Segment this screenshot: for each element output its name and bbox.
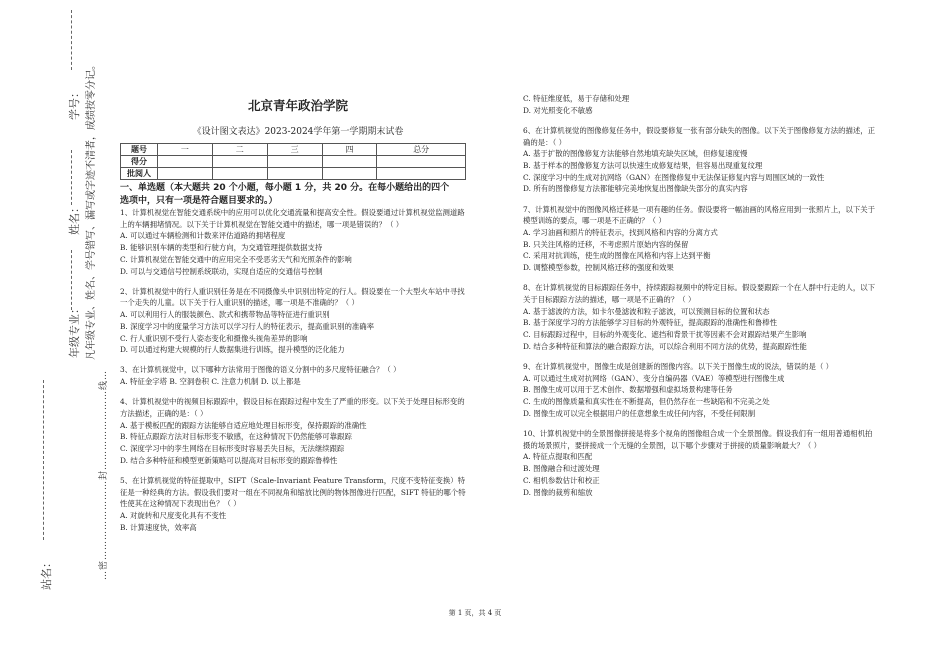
question-option: B. 图像生成可以用于艺术创作、数据增强和虚拟场景构建等任务 bbox=[523, 385, 733, 395]
question-stem: 8、在计算机视觉的目标跟踪任务中，持续跟踪视频中的特定目标。假设要跟踪一个在人群中行走的人，以下关于目标跟踪方法的描述，哪一项是不正确的？（ ） bbox=[523, 283, 876, 305]
question-option: C. 相机参数估计和校正 bbox=[523, 475, 600, 485]
question-option: D. 可以通过构建大规模的行人数据集进行训练，提升模型的泛化能力 bbox=[120, 345, 345, 355]
score-row bbox=[121, 156, 466, 168]
question-option: C. 生成的图像质量和真实性在不断提高，但仍然存在一些缺陷和不完美之处 bbox=[523, 397, 770, 407]
question-option: C. 目标跟踪过程中，目标的外观变化、遮挡和背景干扰等因素不会对跟踪结果产生影响 bbox=[523, 330, 807, 340]
warning-text: 凡年级专业、姓名、学号错写、漏写或字迹不清者，成绩按零分记。 bbox=[86, 60, 97, 360]
question-option: B. 深度学习中的度量学习方法可以学习行人的特征表示，提高重识别的准确率 bbox=[120, 321, 375, 331]
question-option: D. 结合多种特征和算法的融合跟踪方法，可以综合利用不同方法的优势，提高跟踪性能 bbox=[523, 341, 807, 351]
score-row-label: 得分 bbox=[121, 156, 158, 168]
question-option: B. 只关注风格的迁移，不考虑照片原始内容的保留 bbox=[523, 239, 689, 249]
question-option: D. 所有的图像修复方法都能够完美地恢复出图像缺失部分的真实内容 bbox=[523, 184, 748, 194]
score-cell bbox=[267, 156, 322, 168]
question-stem: 7、计算机视觉中的图像风格迁移是一项有趣的任务。假设要将一幅油画的风格应用到一张照片上，以下关于模型训练的要点，哪一项是不正确的？（ ） bbox=[523, 204, 876, 226]
question-item bbox=[523, 282, 877, 352]
question-option: A. 基于滤波的方法，如卡尔曼滤波和粒子滤波，可以预测目标的位置和状态 bbox=[523, 306, 770, 316]
question-option: A. 基于扩散的图像修复方法能够自然地填充缺失区域，但修复速度慢 bbox=[523, 149, 748, 159]
question-option: A. 可以通过生成对抗网络（GAN）、变分自编码器（VAE）等模型进行图像生成 bbox=[523, 373, 785, 383]
class-line bbox=[71, 250, 72, 310]
question-stem: 3、在计算机视觉中，以下哪种方法常用于图像的语义分割中的多尺度特征融合？（ ） bbox=[120, 365, 401, 375]
question-option: A. 可以利用行人的服装颜色、款式和携带物品等特征进行重识别 bbox=[120, 310, 330, 320]
section-heading-line: 一、单选题（本大题共 20 个小题，每小题 1 分，共 20 分。在每小题给出的四个 bbox=[120, 183, 450, 193]
question-option: D. 图像生成可以完全根据用户的任意想象生成任何内容，不受任何限制 bbox=[523, 408, 756, 418]
score-cell bbox=[158, 156, 213, 168]
question-option: C. 特征维度低，易于存储和处理 bbox=[523, 94, 630, 103]
class-label: 年级专业： bbox=[68, 303, 81, 358]
question-item bbox=[120, 286, 472, 356]
score-cell bbox=[377, 156, 466, 168]
question-stem: 6、在计算机视觉的图像修复任务中，假设要修复一张有部分缺失的图像。以下关于图像修复方法的描述，正确的是：（ ） bbox=[523, 125, 876, 147]
grader-cell bbox=[267, 168, 322, 180]
school-label: 站名： bbox=[40, 557, 53, 590]
school-title: 北京青年政治学院 bbox=[247, 98, 348, 113]
grader-cell bbox=[322, 168, 377, 180]
question-item bbox=[523, 125, 877, 195]
question-option: D. 结合多种特征和模型更新策略可以提高对目标形变的跟踪鲁棒性 bbox=[120, 455, 338, 465]
question-option: A. 特征金字塔 B. 空洞卷积 C. 注意力机制 D. 以上都是 bbox=[120, 377, 301, 387]
question-option: D. 调整模型参数，控制风格迁移的强度和效果 bbox=[523, 263, 674, 273]
grader-cell bbox=[158, 168, 213, 180]
score-table bbox=[120, 143, 466, 180]
score-cell bbox=[322, 156, 377, 168]
score-cell bbox=[212, 156, 267, 168]
question-item bbox=[523, 204, 877, 274]
question-option: D. 对光照变化不敏感 bbox=[523, 105, 593, 115]
student-id-label: 学号： bbox=[68, 87, 81, 120]
left-column bbox=[120, 207, 472, 542]
question-option: A. 可以通过车辆检测和计数来评估道路的拥堵程度 bbox=[120, 231, 286, 241]
question-item bbox=[120, 364, 472, 387]
question-item bbox=[120, 396, 472, 466]
score-table-header-row bbox=[121, 144, 466, 156]
question-stem: 10、计算机视觉中的全景图像拼接是将多个视角的图像组合成一个全景图像。假设我们有一组用普通相机拍摄的场景照片，要拼接成一个无缝的全景图，以下哪个步骤对于拼接的质量影响最大？（ ） bbox=[523, 429, 873, 450]
section-heading-line: 选项中，只有一项是符合题目要求的。） bbox=[120, 195, 278, 206]
question-item bbox=[523, 428, 877, 498]
question-item bbox=[523, 93, 877, 116]
grader-row bbox=[121, 168, 466, 180]
question-option: A. 基于模板匹配的跟踪方法能够自适应地处理目标形变，保持跟踪的准确性 bbox=[120, 420, 367, 430]
school-line bbox=[43, 380, 44, 540]
score-col-header: 四 bbox=[322, 144, 377, 156]
question-stem: 1、计算机视觉在智能交通系统中的应用可以优化交通流量和提高安全性。假设要通过计算机视觉监测道路上的车辆拥堵情况。以下关于计算机视觉在智能交通中的描述，哪一项是错误的？（ ） bbox=[120, 208, 465, 229]
score-col-header: 二 bbox=[212, 144, 267, 156]
grader-cell bbox=[377, 168, 466, 180]
question-option: C. 深度学习中的生成对抗网络（GAN）在图像修复中无法保证修复内容与周围区域的一致性 bbox=[523, 172, 825, 182]
question-option: C. 计算机视觉在智能交通中的应用完全不受恶劣天气和光照条件的影响 bbox=[120, 254, 352, 264]
question-stem: 2、计算机视觉中的行人重识别任务是在不同摄像头中识别出特定的行人。假设要在一个大型火车站中寻找一个走失的儿童。以下关于行人重识别的描述，哪一项是不准确的？（ ） bbox=[120, 286, 465, 308]
grader-row-label: 批阅人 bbox=[121, 168, 158, 180]
student-id-line bbox=[71, 10, 72, 70]
question-option: D. 图像的裁剪和缩放 bbox=[523, 487, 593, 497]
question-item bbox=[120, 475, 472, 534]
score-col-header: 题号 bbox=[121, 144, 158, 156]
name-line bbox=[71, 150, 72, 205]
question-option: A. 学习油画和照片的特征表示，找到风格和内容的分离方式 bbox=[523, 228, 718, 238]
question-option: C. 行人重识别不受行人姿态变化和摄像头视角差异的影响 bbox=[120, 333, 308, 343]
score-col-header: 一 bbox=[158, 144, 213, 156]
question-stem: 4、计算机视觉中的视频目标跟踪中，假设目标在跟踪过程中发生了严重的形变。以下关于处理目标形变的方法描述，正确的是：（ ） bbox=[120, 397, 465, 419]
question-stem: 5、在计算机视觉的特征提取中，SIFT（Scale-Invariant Feature Transform，尺度不变特征变换）特征是一种经典的方法。假设我们要对一组在不同视角和缩放比例的物体图像进行匹配，SIFT 特征的哪个特性使其在这种情况下表现出色？（ ） bbox=[120, 476, 466, 509]
section-heading bbox=[120, 182, 470, 207]
name-label: 姓名： bbox=[68, 202, 81, 235]
question-item bbox=[523, 361, 877, 420]
page-footer: 第 1 页，共 4 页 bbox=[448, 609, 502, 617]
question-option: A. 对旋转和尺度变化具有不变性 bbox=[120, 511, 227, 521]
question-option: B. 特征点跟踪方法对目标形变不敏感，在这种情况下仍然能够可靠跟踪 bbox=[120, 432, 352, 442]
question-option: B. 基于样本的图像修复方法可以快速生成修复结果，但容易出现重复纹理 bbox=[523, 161, 763, 171]
question-option: B. 计算速度快，效率高 bbox=[120, 522, 197, 532]
grader-cell bbox=[212, 168, 267, 180]
question-option: C. 采用对抗训练，使生成的图像在风格和内容上达到平衡 bbox=[523, 251, 711, 261]
score-col-header: 三 bbox=[267, 144, 322, 156]
question-item bbox=[120, 207, 472, 277]
question-option: A. 特征点提取和匹配 bbox=[523, 452, 593, 462]
exam-title: 《设计图文表达》2023-2024学年第一学期期末试卷 bbox=[192, 127, 404, 137]
question-option: B. 基于深度学习的方法能够学习目标的外观特征，提高跟踪的准确性和鲁棒性 bbox=[523, 318, 778, 328]
question-stem: 9、在计算机视觉中，图像生成是创建新的图像内容。以下关于图像生成的说法，错误的是（ ） bbox=[523, 362, 834, 372]
question-option: D. 可以与交通信号控制系统联动，实现自适应的交通信号控制 bbox=[120, 266, 323, 276]
question-option: C. 深度学习中的孪生网络在目标形变时容易丢失目标，无法继续跟踪 bbox=[120, 444, 345, 454]
seal-line-text: …密……………………封……………………线… bbox=[99, 369, 109, 580]
question-option: B. 能够识别车辆的类型和行驶方向，为交通管理提供数据支持 bbox=[120, 243, 323, 253]
score-col-header: 总分 bbox=[377, 144, 466, 156]
right-column bbox=[523, 93, 877, 507]
binding-margin bbox=[0, 0, 110, 672]
question-option: B. 图像融合和过渡处理 bbox=[523, 464, 600, 474]
